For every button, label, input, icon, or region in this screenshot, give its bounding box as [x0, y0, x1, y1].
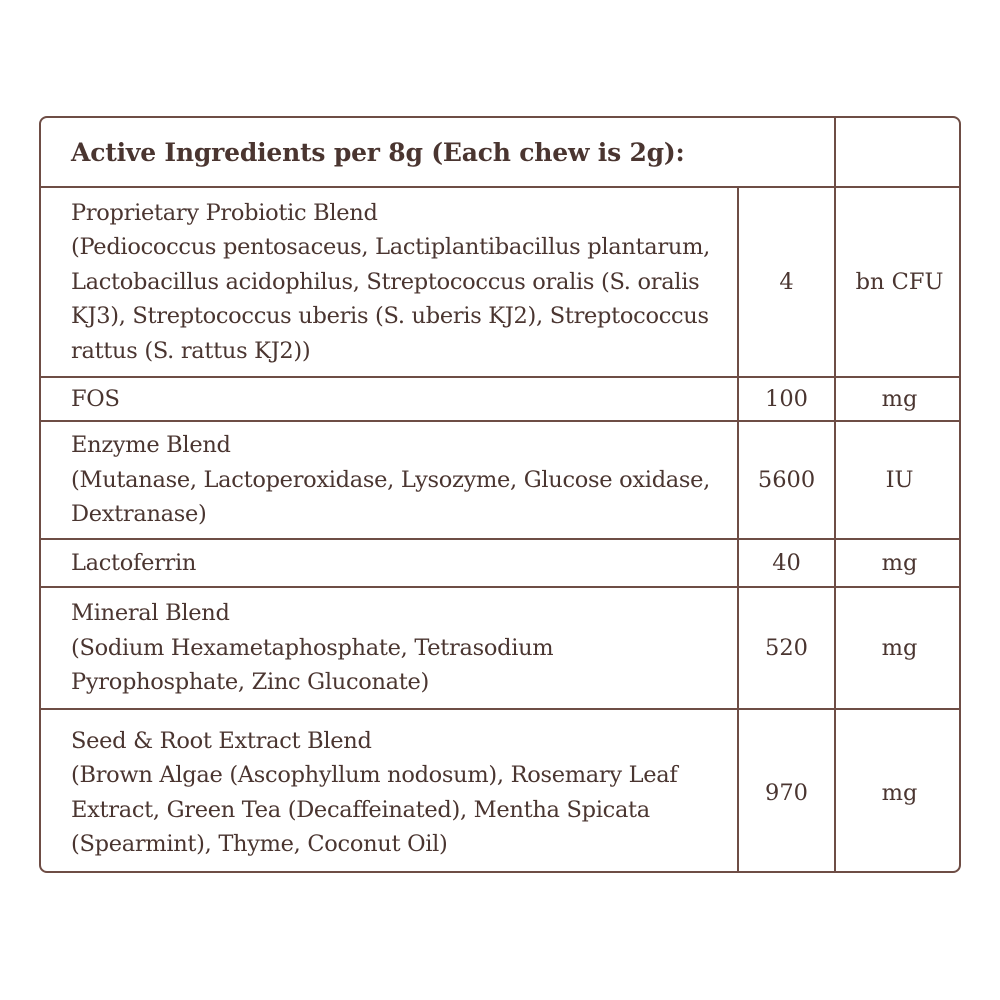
table-row: [41, 187, 961, 377]
ingredient-unit: bn CFU: [835, 187, 961, 377]
header-empty-cell: [835, 118, 961, 187]
ingredients-table-grid: [41, 118, 961, 873]
table-row: [41, 377, 961, 421]
table-title: Active Ingredients per 8g (Each chew is 2g):: [41, 118, 835, 187]
ingredient-name-cell: [41, 187, 738, 377]
ingredient-name-cell: [41, 539, 738, 587]
ingredient-name-cell: [41, 377, 738, 421]
ingredient-name: Mineral Blend: [71, 600, 230, 627]
ingredient-name: Proprietary Probiotic Blend: [71, 199, 378, 226]
ingredient-detail: (Sodium Hexametaphosphate, Tetrasodium Pyrophosphate, Zinc Gluconate): [71, 634, 554, 696]
table-row: [41, 421, 961, 539]
ingredient-unit: mg: [835, 377, 961, 421]
ingredient-name: FOS: [71, 385, 120, 412]
ingredient-name: Seed & Root Extract Blend: [71, 727, 372, 754]
ingredient-name-cell: [41, 709, 738, 873]
ingredient-amount: 520: [738, 587, 835, 709]
ingredient-unit: mg: [835, 709, 961, 873]
ingredient-name: Enzyme Blend: [71, 432, 231, 459]
ingredient-name-cell: [41, 421, 738, 539]
ingredient-amount: 5600: [738, 421, 835, 539]
ingredient-amount: 4: [738, 187, 835, 377]
table-row: [41, 539, 961, 587]
table-row: [41, 709, 961, 873]
ingredient-unit: mg: [835, 587, 961, 709]
ingredient-unit: mg: [835, 539, 961, 587]
ingredients-table: [39, 116, 961, 873]
ingredient-amount: 970: [738, 709, 835, 873]
ingredient-detail: (Pediococcus pentosaceus, Lactiplantibacillus plantarum, Lactobacillus acidophilus, Streptococcus oralis (S. oralis KJ3), Streptococcus uberis (S. uberis KJ2), Streptococcus rattus (S. rattus KJ2)): [71, 234, 710, 364]
ingredient-name: Lactoferrin: [71, 549, 197, 576]
ingredient-amount: 100: [738, 377, 835, 421]
table-header-row: [41, 118, 961, 187]
ingredient-name-cell: [41, 587, 738, 709]
ingredient-detail: (Brown Algae (Ascophyllum nodosum), Rosemary Leaf Extract, Green Tea (Decaffeinated), Mentha Spicata (Spearmint), Thyme, Coconut Oil): [71, 762, 678, 857]
table-row: [41, 587, 961, 709]
ingredient-unit: IU: [835, 421, 961, 539]
ingredient-detail: (Mutanase, Lactoperoxidase, Lysozyme, Glucose oxidase, Dextranase): [71, 466, 711, 528]
ingredient-amount: 40: [738, 539, 835, 587]
